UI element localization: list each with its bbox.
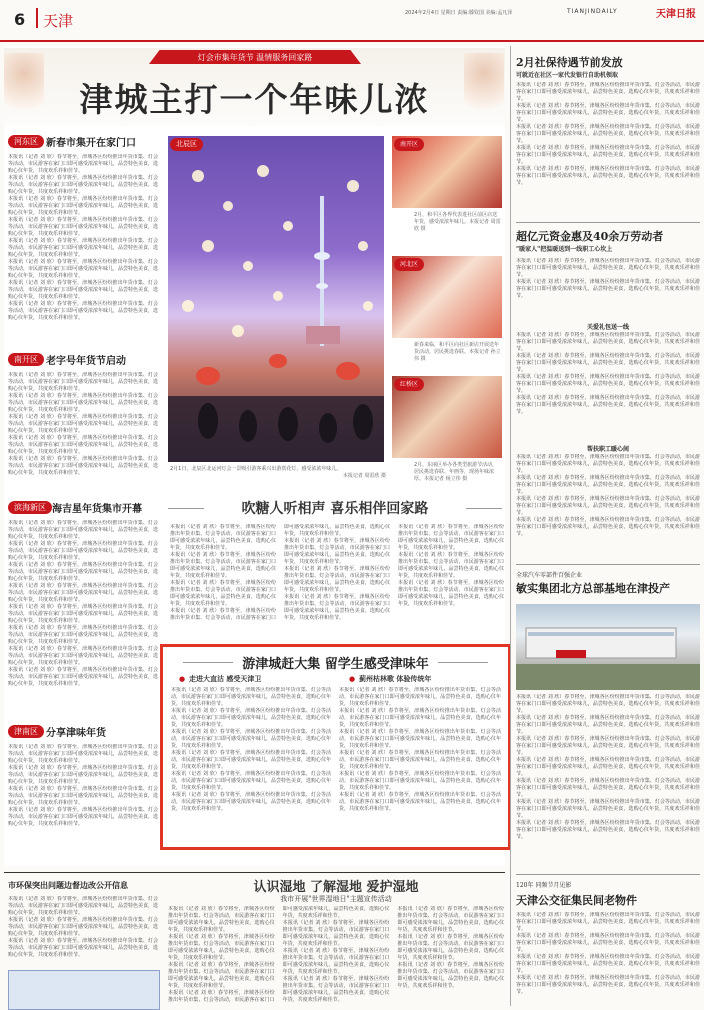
banner xyxy=(4,48,505,126)
left-tag-title: 海吉星年货集市开幕 xyxy=(52,504,142,515)
side-photo-3-caption: 2月，东丽区举办各类型旅游节活动，居民挑选春联、年画等，现场年味浓厚。本报记者 杨立伟 摄 xyxy=(414,462,498,482)
side-photo-2: 河北区 xyxy=(392,256,502,338)
right-a2-body-1: 本报讯（记者 刘 欣）春节将至，津城各区纷纷推出年货市集、灯会等活动，市民游客在家门口即可感受浓浓年味儿，品尝特色美食，选购心仪年货，共度欢乐祥和佳节。 本报讯（记者 刘 欣）春节将至，津城各区纷纷推出年货市集、灯会等活动，市民游客在家门口即可感受浓浓年味儿，品尝特色美食，选购心仪年货，共度欢乐祥和佳节。 xyxy=(516,258,700,299)
side-photo-1-caption: 2月，和平区各界代表进社区前区店送年货，感受浓浓年味儿。本报记者 周雷欣 摄 xyxy=(414,212,501,232)
district-badge: 南开区 xyxy=(8,353,44,366)
left-body-3: 本报讯（记者 刘 欣）春节将至，津城各区纷纷推出年货市集、灯会等活动，市民游客在家门口即可感受浓浓年味儿，品尝特色美食，选购心仪年货，共度欢乐祥和佳节。 本报讯（记者 刘 欣）春节将至，津城各区纷纷推出年货市集、灯会等活动，市民游客在家门口即可感受浓浓年味儿，品尝特色美食，选购心仪年货，共度欢乐祥和佳节。 本报讯（记者 刘 欣）春节将至，津城各区纷纷推出年货市集、灯会等活动，市民游客在家门口即可感受浓浓年味儿，品尝特色美食，选购心仪年货，共度欢乐祥和佳节。 本报讯（记者 刘 欣）春节将至，津城各区纷纷推出年货市集、灯会等活动，市民游客在家门口即可感受浓浓年味儿，品尝特色美食，选购心仪年货，共度欢乐祥和佳节。 本报讯（记者 刘 欣）春节将至，津城各区纷纷推出年货市集、灯会等活动，市民游客在家门口即可感受浓浓年味儿，品尝特色美食，选购心仪年货，共度欢乐祥和佳节。 本报讯（记者 刘 欣）春节将至，津城各区纷纷推出年货市集、灯会等活动，市民游客在家门口即可感受浓浓年味儿，品尝特色美食，选购心仪年货，共度欢乐祥和佳节。 本报讯（记者 刘 欣）春节将至，津城各区纷纷推出年货市集、灯会等活动，市民游客在家门口即可感受浓浓年味儿，品尝特色美食，选购心仪年货，共度欢乐祥和佳节。 本报讯（记者 刘 欣）春节将至，津城各区纷纷推出年货市集、灯会等活动，市民游客在家门口即可感受浓浓年味儿，品尝特色美食，选购心仪年货，共度欢乐祥和佳节。 xyxy=(8,520,158,687)
bottom-center-subhead: 我市开展"世界湿地日"主题宣传活动 xyxy=(280,895,392,903)
date-info: 2024年2月4日 星期日 责编:滕钦国 美编:孟凡泽 xyxy=(405,10,513,16)
right-a1-body: 本报讯（记者 刘 欣）春节将至，津城各区纷纷推出年货市集、灯会等活动，市民游客在家门口即可感受浓浓年味儿，品尝特色美食，选购心仪年货，共度欢乐祥和佳节。 本报讯（记者 刘 欣）春节将至，津城各区纷纷推出年货市集、灯会等活动，市民游客在家门口即可感受浓浓年味儿，品尝特色美食，选购心仪年货，共度欢乐祥和佳节。 本报讯（记者 刘 欣）春节将至，津城各区纷纷推出年货市集、灯会等活动，市民游客在家门口即可感受浓浓年味儿，品尝特色美食，选购心仪年货，共度欢乐祥和佳节。 本报讯（记者 刘 欣）春节将至，津城各区纷纷推出年货市集、灯会等活动，市民游客在家门口即可感受浓浓年味儿，品尝特色美食，选购心仪年货，共度欢乐祥和佳节。 本报讯（记者 刘 欣）春节将至，津城各区纷纷推出年货市集、灯会等活动，市民游客在家门口即可感受浓浓年味儿，品尝特色美食，选购心仪年货，共度欢乐祥和佳节。 xyxy=(516,82,700,186)
banner-headline: 津城主打一个年味儿浓 xyxy=(79,80,430,119)
paper-logo: 天津日报 xyxy=(656,9,696,20)
boxed-sub-left: 走进大直沽 感受天津卫 xyxy=(189,674,262,683)
photo-tag: 北辰区 xyxy=(170,138,203,151)
section-name: 天津 xyxy=(43,12,74,30)
boxed-bullet-left: ● xyxy=(179,675,186,683)
right-a4-headline: 天津公交征集民间老物件 xyxy=(516,894,637,907)
left-tag-4 xyxy=(8,722,158,740)
district-badge: 河东区 xyxy=(8,135,44,148)
left-body-2: 本报讯（记者 刘 欣）春节将至，津城各区纷纷推出年货市集、灯会等活动，市民游客在家门口即可感受浓浓年味儿，品尝特色美食，选购心仪年货，共度欢乐祥和佳节。 本报讯（记者 刘 欣）春节将至，津城各区纷纷推出年货市集、灯会等活动，市民游客在家门口即可感受浓浓年味儿，品尝特色美食，选购心仪年货，共度欢乐祥和佳节。 本报讯（记者 刘 欣）春节将至，津城各区纷纷推出年货市集、灯会等活动，市民游客在家门口即可感受浓浓年味儿，品尝特色美食，选购心仪年货，共度欢乐祥和佳节。 本报讯（记者 刘 欣）春节将至，津城各区纷纷推出年货市集、灯会等活动，市民游客在家门口即可感受浓浓年味儿，品尝特色美食，选购心仪年货，共度欢乐祥和佳节。 本报讯（记者 刘 欣）春节将至，津城各区纷纷推出年货市集、灯会等活动，市民游客在家门口即可感受浓浓年味儿，品尝特色美食，选购心仪年货，共度欢乐祥和佳节。 xyxy=(8,372,158,476)
page-number: 6 xyxy=(14,10,26,29)
district-badge: 滨海新区 xyxy=(8,501,52,514)
banner-kicker: 灯会市集年货节 温情服务回家路 xyxy=(197,53,313,62)
right-a2-mid2: 帮扶职工暖心间 xyxy=(586,446,629,453)
left-tag-title: 分享津味年货 xyxy=(46,728,106,739)
masthead-divider xyxy=(36,8,38,28)
right-column xyxy=(516,46,700,1006)
right-a3-body: 本报讯（记者 刘 欣）春节将至，津城各区纷纷推出年货市集、灯会等活动，市民游客在家门口即可感受浓浓年味儿，品尝特色美食，选购心仪年货，共度欢乐祥和佳节。 本报讯（记者 刘 欣）春节将至，津城各区纷纷推出年货市集、灯会等活动，市民游客在家门口即可感受浓浓年味儿，品尝特色美食，选购心仪年货，共度欢乐祥和佳节。 本报讯（记者 刘 欣）春节将至，津城各区纷纷推出年货市集、灯会等活动，市民游客在家门口即可感受浓浓年味儿，品尝特色美食，选购心仪年货，共度欢乐祥和佳节。 本报讯（记者 刘 欣）春节将至，津城各区纷纷推出年货市集、灯会等活动，市民游客在家门口即可感受浓浓年味儿，品尝特色美食，选购心仪年货，共度欢乐祥和佳节。 本报讯（记者 刘 欣）春节将至，津城各区纷纷推出年货市集、灯会等活动，市民游客在家门口即可感受浓浓年味儿，品尝特色美食，选购心仪年货，共度欢乐祥和佳节。 本报讯（记者 刘 欣）春节将至，津城各区纷纷推出年货市集、灯会等活动，市民游客在家门口即可感受浓浓年味儿，品尝特色美食，选购心仪年货，共度欢乐祥和佳节。 本报讯（记者 刘 欣）春节将至，津城各区纷纷推出年货市集、灯会等活动，市民游客在家门口即可感受浓浓年味儿，品尝特色美食，选购心仪年货，共度欢乐祥和佳节。 xyxy=(516,694,700,840)
factory-illustration xyxy=(516,604,700,690)
right-factory-photo xyxy=(516,604,700,690)
lower-headline: 吹糖人听相声 喜乐相伴回家路 xyxy=(241,501,429,517)
right-a1-subhead: 可就近在社区一家代发银行自助机领取 xyxy=(516,72,619,79)
left-body-4: 本报讯（记者 刘 欣）春节将至，津城各区纷纷推出年货市集、灯会等活动，市民游客在家门口即可感受浓浓年味儿，品尝特色美食，选购心仪年货，共度欢乐祥和佳节。 本报讯（记者 刘 欣）春节将至，津城各区纷纷推出年货市集、灯会等活动，市民游客在家门口即可感受浓浓年味儿，品尝特色美食，选购心仪年货，共度欢乐祥和佳节。 本报讯（记者 刘 欣）春节将至，津城各区纷纷推出年货市集、灯会等活动，市民游客在家门口即可感受浓浓年味儿，品尝特色美食，选购心仪年货，共度欢乐祥和佳节。 本报讯（记者 刘 欣）春节将至，津城各区纷纷推出年货市集、灯会等活动，市民游客在家门口即可感受浓浓年味儿，品尝特色美食，选购心仪年货，共度欢乐祥和佳节。 xyxy=(8,744,158,827)
right-a3-kicker: 全球汽车零部件百强企业 xyxy=(516,572,583,579)
side-photo-2-caption: 新春来临，和平区向社区新店开展送年货活动，居民挑选春联。本报记者 孙立伟 摄 xyxy=(414,342,501,362)
left-tag-2 xyxy=(8,350,158,368)
right-a4-body: 本报讯（记者 刘 欣）春节将至，津城各区纷纷推出年货市集、灯会等活动，市民游客在家门口即可感受浓浓年味儿，品尝特色美食，选购心仪年货，共度欢乐祥和佳节。 本报讯（记者 刘 欣）春节将至，津城各区纷纷推出年货市集、灯会等活动，市民游客在家门口即可感受浓浓年味儿，品尝特色美食，选购心仪年货，共度欢乐祥和佳节。 本报讯（记者 刘 欣）春节将至，津城各区纷纷推出年货市集、灯会等活动，市民游客在家门口即可感受浓浓年味儿，品尝特色美食，选购心仪年货，共度欢乐祥和佳节。 本报讯（记者 刘 欣）春节将至，津城各区纷纷推出年货市集、灯会等活动，市民游客在家门口即可感受浓浓年味儿，品尝特色美食，选购心仪年货，共度欢乐祥和佳节。 xyxy=(516,912,700,995)
left-column xyxy=(8,132,160,862)
left-tag-1 xyxy=(8,132,158,150)
boxed-sub-right: 蓟州枯林歌 体验传统年 xyxy=(359,674,432,683)
right-a2-body-2: 本报讯（记者 刘 欣）春节将至，津城各区纷纷推出年货市集、灯会等活动，市民游客在家门口即可感受浓浓年味儿，品尝特色美食，选购心仪年货，共度欢乐祥和佳节。 本报讯（记者 刘 欣）春节将至，津城各区纷纷推出年货市集、灯会等活动，市民游客在家门口即可感受浓浓年味儿，品尝特色美食，选购心仪年货，共度欢乐祥和佳节。 本报讯（记者 刘 欣）春节将至，津城各区纷纷推出年货市集、灯会等活动，市民游客在家门口即可感受浓浓年味儿，品尝特色美食，选购心仪年货，共度欢乐祥和佳节。 本报讯（记者 刘 欣）春节将至，津城各区纷纷推出年货市集、灯会等活动，市民游客在家门口即可感受浓浓年味儿，品尝特色美食，选购心仪年货，共度欢乐祥和佳节。 xyxy=(516,332,700,415)
district-badge: 津南区 xyxy=(8,725,44,738)
left-tag-title: 老字号年货节启动 xyxy=(46,356,126,367)
bottom-left-notice-box xyxy=(8,970,160,1010)
highlighted-article-box xyxy=(160,644,511,850)
left-tag-3 xyxy=(8,498,158,516)
right-a2-body-3: 本报讯（记者 刘 欣）春节将至，津城各区纷纷推出年货市集、灯会等活动，市民游客在家门口即可感受浓浓年味儿，品尝特色美食，选购心仪年货，共度欢乐祥和佳节。 本报讯（记者 刘 欣）春节将至，津城各区纷纷推出年货市集、灯会等活动，市民游客在家门口即可感受浓浓年味儿，品尝特色美食，选购心仪年货，共度欢乐祥和佳节。 本报讯（记者 刘 欣）春节将至，津城各区纷纷推出年货市集、灯会等活动，市民游客在家门口即可感受浓浓年味儿，品尝特色美食，选购心仪年货，共度欢乐祥和佳节。 本报讯（记者 刘 欣）春节将至，津城各区纷纷推出年货市集、灯会等活动，市民游客在家门口即可感受浓浓年味儿，品尝特色美食，选购心仪年货，共度欢乐祥和佳节。 xyxy=(516,454,700,537)
side-photos xyxy=(392,136,502,496)
paper-name: TIANJINDAILY xyxy=(567,8,618,15)
boxed-body-right: 本报讯（记者 刘 欣）春节将至，津城各区纷纷推出年货市集、灯会等活动，市民游客在家门口即可感受浓浓年味儿，品尝特色美食，选购心仪年货，共度欢乐祥和佳节。 本报讯（记者 刘 欣）春节将至，津城各区纷纷推出年货市集、灯会等活动，市民游客在家门口即可感受浓浓年味儿，品尝特色美食，选购心仪年货，共度欢乐祥和佳节。 本报讯（记者 刘 欣）春节将至，津城各区纷纷推出年货市集、灯会等活动，市民游客在家门口即可感受浓浓年味儿，品尝特色美食，选购心仪年货，共度欢乐祥和佳节。 本报讯（记者 刘 欣）春节将至，津城各区纷纷推出年货市集、灯会等活动，市民游客在家门口即可感受浓浓年味儿，品尝特色美食，选购心仪年货，共度欢乐祥和佳节。 本报讯（记者 刘 欣）春节将至，津城各区纷纷推出年货市集、灯会等活动，市民游客在家门口即可感受浓浓年味儿，品尝特色美食，选购心仪年货，共度欢乐祥和佳节。 本报讯（记者 刘 欣）春节将至，津城各区纷纷推出年货市集、灯会等活动，市民游客在家门口即可感受浓浓年味儿，品尝特色美食，选购心仪年货，共度欢乐祥和佳节。 xyxy=(339,687,501,812)
boxed-bullet-right: ● xyxy=(349,675,356,683)
side-photo-3: 红桥区 xyxy=(392,376,502,458)
right-a3-headline: 敏实集团北方总部基地在津投产 xyxy=(516,582,670,595)
right-a2-subhead: "暖家人"把温暖送到一线职工心坎上 xyxy=(516,246,613,253)
right-a2-mid: 关爱礼包送一线 xyxy=(586,324,629,331)
left-tag-title: 新春市集开在家门口 xyxy=(46,138,136,149)
main-photo xyxy=(168,136,384,462)
left-body-1: 本报讯（记者 刘 欣）春节将至，津城各区纷纷推出年货市集、灯会等活动，市民游客在家门口即可感受浓浓年味儿，品尝特色美食，选购心仪年货，共度欢乐祥和佳节。 本报讯（记者 刘 欣）春节将至，津城各区纷纷推出年货市集、灯会等活动，市民游客在家门口即可感受浓浓年味儿，品尝特色美食，选购心仪年货，共度欢乐祥和佳节。 本报讯（记者 刘 欣）春节将至，津城各区纷纷推出年货市集、灯会等活动，市民游客在家门口即可感受浓浓年味儿，品尝特色美食，选购心仪年货，共度欢乐祥和佳节。 本报讯（记者 刘 欣）春节将至，津城各区纷纷推出年货市集、灯会等活动，市民游客在家门口即可感受浓浓年味儿，品尝特色美食，选购心仪年货，共度欢乐祥和佳节。 本报讯（记者 刘 欣）春节将至，津城各区纷纷推出年货市集、灯会等活动，市民游客在家门口即可感受浓浓年味儿，品尝特色美食，选购心仪年货，共度欢乐祥和佳节。 本报讯（记者 刘 欣）春节将至，津城各区纷纷推出年货市集、灯会等活动，市民游客在家门口即可感受浓浓年味儿，品尝特色美食，选购心仪年货，共度欢乐祥和佳节。 本报讯（记者 刘 欣）春节将至，津城各区纷纷推出年货市集、灯会等活动，市民游客在家门口即可感受浓浓年味儿，品尝特色美食，选购心仪年货，共度欢乐祥和佳节。 本报讯（记者 刘 欣）春节将至，津城各区纷纷推出年货市集、灯会等活动，市民游客在家门口即可感受浓浓年味儿，品尝特色美食，选购心仪年货，共度欢乐祥和佳节。 xyxy=(8,154,158,321)
boxed-headline: 游津城赶大集 留学生感受津味年 xyxy=(242,657,429,672)
lower-article-body: 本报讯（记者 刘 欣）春节将至，津城各区纷纷推出年货市集、灯会等活动，市民游客在家门口即可感受浓浓年味儿，品尝特色美食，选购心仪年货，共度欢乐祥和佳节。 本报讯（记者 刘 欣）春节将至，津城各区纷纷推出年货市集、灯会等活动，市民游客在家门口即可感受浓浓年味儿，品尝特色美食，选购心仪年货，共度欢乐祥和佳节。 本报讯（记者 刘 欣）春节将至，津城各区纷纷推出年货市集、灯会等活动，市民游客在家门口即可感受浓浓年味儿，品尝特色美食，选购心仪年货，共度欢乐祥和佳节。 本报讯（记者 刘 欣）春节将至，津城各区纷纷推出年货市集、灯会等活动，市民游客在家门口即可感受浓浓年味儿，品尝特色美食，选购心仪年货，共度欢乐祥和佳节。 本报讯（记者 刘 欣）春节将至，津城各区纷纷推出年货市集、灯会等活动，市民游客在家门口即可感受浓浓年味儿，品尝特色美食，选购心仪年货，共度欢乐祥和佳节。 本报讯（记者 刘 欣）春节将至，津城各区纷纷推出年货市集、灯会等活动，市民游客在家门口即可感受浓浓年味儿，品尝特色美食，选购心仪年货，共度欢乐祥和佳节。 本报讯（记者 刘 欣）春节将至，津城各区纷纷推出年货市集、灯会等活动，市民游客在家门口即可感受浓浓年味儿，品尝特色美食，选购心仪年货，共度欢乐祥和佳节。 本报讯（记者 刘 欣）春节将至，津城各区纷纷推出年货市集、灯会等活动，市民游客在家门口即可感受浓浓年味儿，品尝特色美食，选购心仪年货，共度欢乐祥和佳节。 本报讯（记者 刘 欣）春节将至，津城各区纷纷推出年货市集、灯会等活动，市民游客在家门口即可感受浓浓年味儿，品尝特色美食，选购心仪年货，共度欢乐祥和佳节。 本报讯（记者 刘 欣）春节将至，津城各区纷纷推出年货市集、灯会等活动，市民游客在家门口即可感受浓浓年味儿，品尝特色美食，选购心仪年货，共度欢乐祥和佳节。 xyxy=(170,524,504,621)
bottom-left-headline: 市环保突出问题边督边改公开信息 xyxy=(8,880,128,890)
boxed-body-left: 本报讯（记者 刘 欣）春节将至，津城各区纷纷推出年货市集、灯会等活动，市民游客在家门口即可感受浓浓年味儿，品尝特色美食，选购心仪年货，共度欢乐祥和佳节。 本报讯（记者 刘 欣）春节将至，津城各区纷纷推出年货市集、灯会等活动，市民游客在家门口即可感受浓浓年味儿，品尝特色美食，选购心仪年货，共度欢乐祥和佳节。 本报讯（记者 刘 欣）春节将至，津城各区纷纷推出年货市集、灯会等活动，市民游客在家门口即可感受浓浓年味儿，品尝特色美食，选购心仪年货，共度欢乐祥和佳节。 本报讯（记者 刘 欣）春节将至，津城各区纷纷推出年货市集、灯会等活动，市民游客在家门口即可感受浓浓年味儿，品尝特色美食，选购心仪年货，共度欢乐祥和佳节。 本报讯（记者 刘 欣）春节将至，津城各区纷纷推出年货市集、灯会等活动，市民游客在家门口即可感受浓浓年味儿，品尝特色美食，选购心仪年货，共度欢乐祥和佳节。 本报讯（记者 刘 欣）春节将至，津城各区纷纷推出年货市集、灯会等活动，市民游客在家门口即可感受浓浓年味儿，品尝特色美食，选购心仪年货，共度欢乐祥和佳节。 xyxy=(171,687,331,812)
column-divider xyxy=(510,46,511,1006)
main-photo-caption: 2月1日，北辰区北运河灯会一景吸引游客乘兴出游赏花灯，感受浓浓年味儿。 本报记者 周雷欣 摄 xyxy=(170,466,386,479)
lantern-night-illustration xyxy=(168,136,384,462)
side-photo-1: 南开区 xyxy=(392,136,502,208)
bottom-center-body: 本报讯（记者 刘 欣）春节将至，津城各区纷纷推出年货市集、灯会等活动，市民游客在家门口即可感受浓浓年味儿，品尝特色美食，选购心仪年货，共度欢乐祥和佳节。 本报讯（记者 刘 欣）春节将至，津城各区纷纷推出年货市集、灯会等活动，市民游客在家门口即可感受浓浓年味儿，品尝特色美食，选购心仪年货，共度欢乐祥和佳节。 本报讯（记者 刘 欣）春节将至，津城各区纷纷推出年货市集、灯会等活动，市民游客在家门口即可感受浓浓年味儿，品尝特色美食，选购心仪年货，共度欢乐祥和佳节。 本报讯（记者 刘 欣）春节将至，津城各区纷纷推出年货市集、灯会等活动，市民游客在家门口即可感受浓浓年味儿，品尝特色美食，选购心仪年货，共度欢乐祥和佳节。 本报讯（记者 刘 欣）春节将至，津城各区纷纷推出年货市集、灯会等活动，市民游客在家门口即可感受浓浓年味儿，品尝特色美食，选购心仪年货，共度欢乐祥和佳节。 本报讯（记者 刘 欣）春节将至，津城各区纷纷推出年货市集、灯会等活动，市民游客在家门口即可感受浓浓年味儿，品尝特色美食，选购心仪年货，共度欢乐祥和佳节。 本报讯（记者 刘 欣）春节将至，津城各区纷纷推出年货市集、灯会等活动，市民游客在家门口即可感受浓浓年味儿，品尝特色美食，选购心仪年货，共度欢乐祥和佳节。 本报讯（记者 刘 欣）春节将至，津城各区纷纷推出年货市集、灯会等活动，市民游客在家门口即可感受浓浓年味儿，品尝特色美食，选购心仪年货，共度欢乐祥和佳节。 本报讯（记者 刘 欣）春节将至，津城各区纷纷推出年货市集、灯会等活动，市民游客在家门口即可感受浓浓年味儿，品尝特色美食，选购心仪年货，共度欢乐祥和佳节。 本报讯（记者 刘 欣）春节将至，津城各区纷纷推出年货市集、灯会等活动，市民游客在家门口即可感受浓浓年味儿，品尝特色美食，选购心仪年货，共度欢乐祥和佳节。 xyxy=(168,906,504,1003)
right-a4-kicker: 120年 同频节月见影 xyxy=(516,882,572,889)
bottom-center-headline: 认识湿地 了解湿地 爱护湿地 xyxy=(253,880,419,895)
right-a1-headline: 2月社保待遇节前发放 xyxy=(516,56,623,69)
bottom-left-body: 本报讯（记者 刘 欣）春节将至，津城各区纷纷推出年货市集、灯会等活动，市民游客在家门口即可感受浓浓年味儿，品尝特色美食，选购心仪年货，共度欢乐祥和佳节。 本报讯（记者 刘 欣）春节将至，津城各区纷纷推出年货市集、灯会等活动，市民游客在家门口即可感受浓浓年味儿，品尝特色美食，选购心仪年货，共度欢乐祥和佳节。 本报讯（记者 刘 欣）春节将至，津城各区纷纷推出年货市集、灯会等活动，市民游客在家门口即可感受浓浓年味儿，品尝特色美食，选购心仪年货，共度欢乐祥和佳节。 xyxy=(8,896,158,958)
right-a2-headline: 超亿元资金惠及40余万劳动者 xyxy=(516,230,664,243)
masthead xyxy=(0,0,704,42)
